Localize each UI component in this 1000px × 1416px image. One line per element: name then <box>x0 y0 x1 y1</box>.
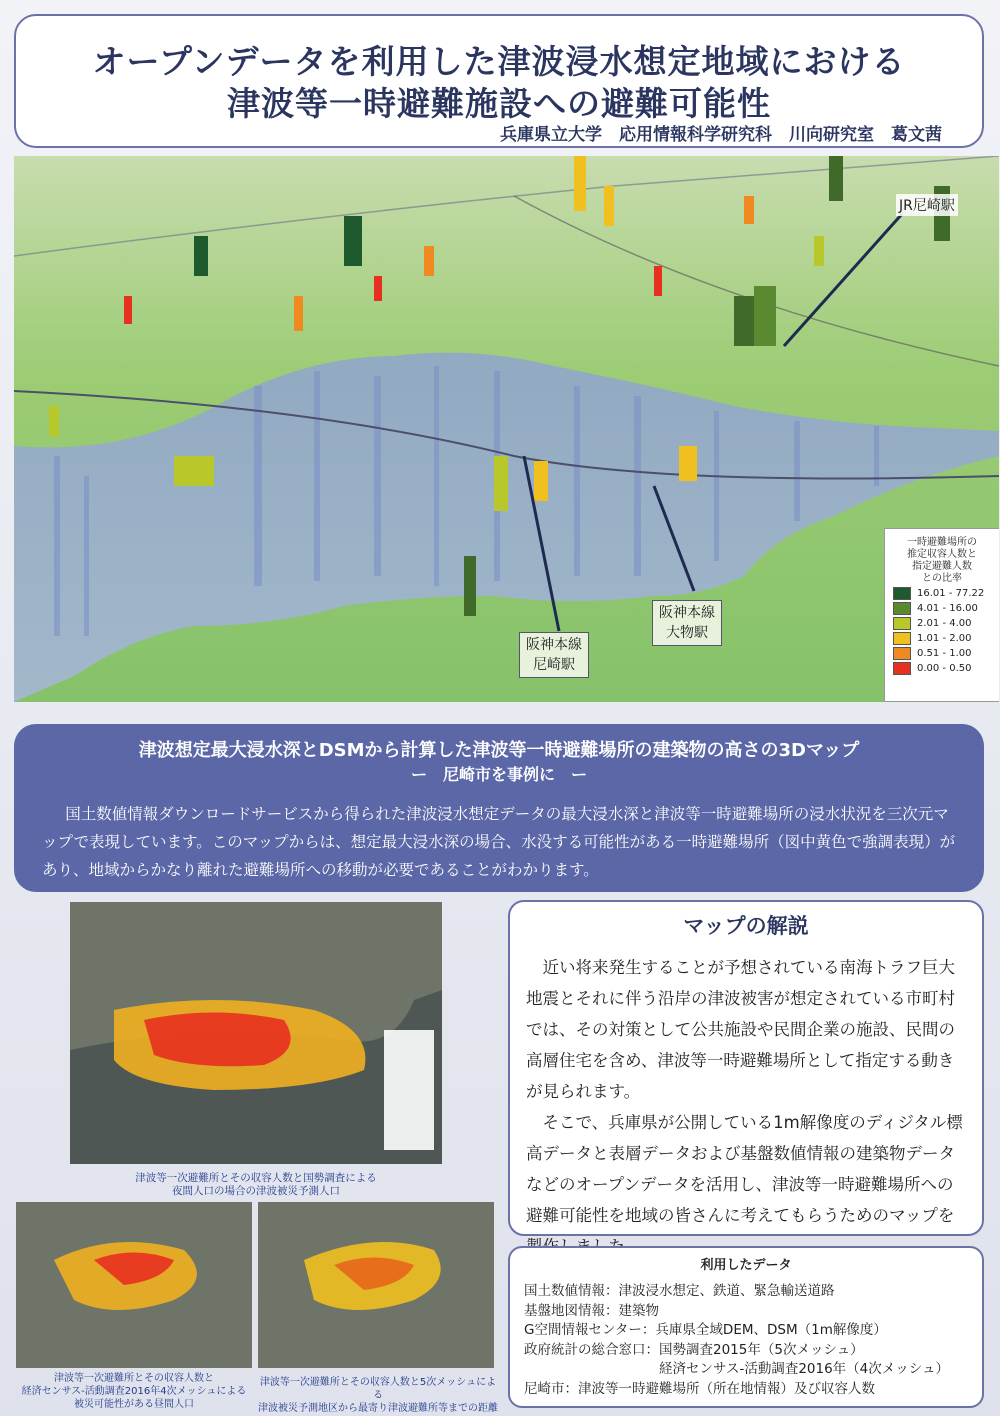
legend-label: 0.00 - 0.50 <box>917 662 972 674</box>
caption-top <box>70 1172 442 1198</box>
caption-line: 夜間人口の場合の津波被災予測人口 <box>172 1185 340 1197</box>
description-paragraph-2: そこで、兵庫県が公開している1m解像度のディジタル標高データと表層データおよび基盤数値情報の建築物データなどのオープンデータを活用し、津波等一時避難場所への避難可能性を地域の皆さんに考えてもらうためのマップを <box>526 1113 963 1225</box>
caption-line: 津波等一次避難所とその収容人数と5次メッシュによる <box>259 1377 497 1401</box>
legend-rows <box>885 586 999 675</box>
data-sources-title: 利用したデータ <box>700 1258 792 1273</box>
hanshin-daimotsu-line: 阪神本線 <box>659 605 715 621</box>
panel-heading: 津波想定最大浸水深とDSMから計算した津波等一時避難場所の建築物の高さの3Dマップ <box>138 740 860 761</box>
legend-item <box>893 601 999 615</box>
legend-swatch <box>893 602 911 615</box>
legend-title-line: との比率 <box>922 573 962 584</box>
3d-map-graphic <box>14 156 999 702</box>
legend-title-line: 指定避難人数 <box>912 561 972 572</box>
data-source-line: 基盤地図情報：建築物 <box>524 1302 659 1319</box>
caption-right <box>256 1376 500 1415</box>
legend-title <box>885 537 999 585</box>
legend-title-line: 推定収容人数と <box>907 549 977 560</box>
data-sources <box>508 1246 984 1408</box>
legend-title-line: 一時避難場所の <box>907 537 977 548</box>
legend-swatch <box>893 662 911 675</box>
description-paragraph-1: 近い将来発生することが予想されている南海トラフ巨大地震とそれに伴う沿岸の津波被害が想定されている市町村では、その対策として公共施設や民間企業の施設、民間の高層住宅を含め、津波等一時避難場所として指定する動きが見られます。 <box>526 958 955 1101</box>
data-source-line: G空間情報センター：兵庫県全域DEM、DSM（1m解像度） <box>524 1322 887 1338</box>
title-line-1: オープンデータを利用した津波浸水想定地域における <box>92 42 906 81</box>
legend-label: 4.01 - 16.00 <box>917 602 978 614</box>
legend-item <box>893 646 999 660</box>
map-images <box>14 900 500 1412</box>
hanshin-daimotsu-station: 大物駅 <box>666 625 708 641</box>
legend-item <box>893 586 999 600</box>
hanshin-amagasaki-line: 阪神本線 <box>526 637 582 653</box>
legend-swatch <box>893 632 911 645</box>
author: 兵庫県立大学 応用情報科学研究科 川向研究室 葛文茜 <box>500 125 942 145</box>
legend-item <box>893 631 999 645</box>
caption-line: 被災可能性がある昼間人口 <box>74 1399 194 1410</box>
hanshin-amagasaki-station: 尼崎駅 <box>533 657 575 673</box>
caption-line: 津波被災予測地区から最寄り津波避難所等までの距離 <box>258 1403 498 1414</box>
legend-label: 0.51 - 1.00 <box>917 647 972 659</box>
legend-label: 2.01 - 4.00 <box>917 617 972 629</box>
hanshin-daimotsu-label <box>652 600 722 646</box>
data-source-line: 尼崎市：津波等一時避難場所（所在地情報）及び収容人数 <box>524 1380 875 1397</box>
caption-line: 津波等一次避難所とその収容人数と国勢調査による <box>135 1172 377 1184</box>
map-images-graphic <box>14 900 500 1412</box>
caption-line: 経済センサス-活動調査2016年4次メッシュによる <box>21 1386 247 1397</box>
legend-swatch <box>893 587 911 600</box>
legend-swatch <box>893 647 911 660</box>
legend-swatch <box>893 617 911 630</box>
description-body <box>526 952 968 1262</box>
data-source-line: 経済センサス-活動調査2016年（4次メッシュ） <box>524 1361 950 1377</box>
legend-item <box>893 661 999 675</box>
3d-map <box>14 156 999 702</box>
data-source-line: 政府統計の総合窓口：国勢調査2015年（5次メッシュ） <box>524 1341 864 1358</box>
data-source-line: 国土数値情報：津波浸水想定、鉄道、緊急輸送道路 <box>524 1283 835 1299</box>
data-sources-list <box>524 1282 949 1399</box>
caption-left <box>14 1372 254 1411</box>
panel-body: 国土数値情報ダウンロードサービスから得られた津波浸水想定データの最大浸水深と津波等一時避難場所の浸水状況を三次元マップで表現しています。このマップからは、想定最大浸水深の場合、水没する可能性がある一時避難場所（図中黄色で強調表現）があり、地域からかなり離れた避難場所への移動が必要であることがわかります。 <box>42 805 956 879</box>
legend-item <box>893 616 999 630</box>
hanshin-amagasaki-label <box>519 632 589 678</box>
legend-label: 16.01 - 77.22 <box>917 587 985 599</box>
jr-amagasaki-label: JR尼崎駅 <box>896 194 958 216</box>
map-description <box>508 900 984 1236</box>
description-title: マップの解説 <box>683 914 809 938</box>
summary-panel <box>14 724 984 892</box>
caption-line: 津波等一次避難所とその収容人数と <box>54 1373 214 1384</box>
panel-subheading: ー 尼崎市を事例に ー <box>410 765 587 784</box>
title-box <box>14 14 984 148</box>
legend-label: 1.01 - 2.00 <box>917 632 972 644</box>
title-line-2: 津波等一時避難施設への避難可能性 <box>227 84 771 123</box>
legend <box>884 528 999 702</box>
